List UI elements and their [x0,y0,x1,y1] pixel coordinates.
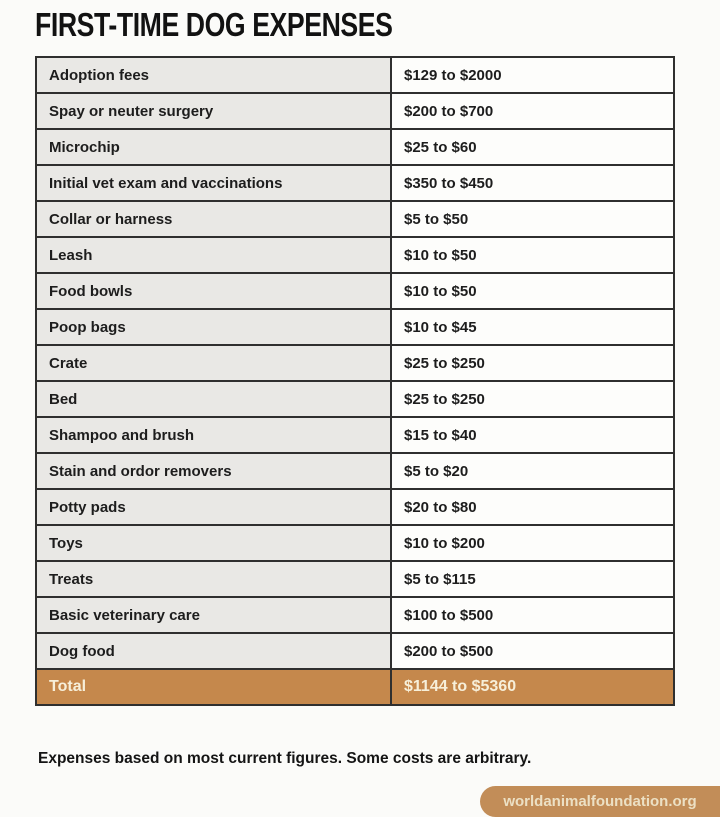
cost-cell: $5 to $50 [391,201,674,237]
cost-cell: $200 to $700 [391,93,674,129]
cost-cell: $25 to $250 [391,345,674,381]
cost-cell: $10 to $45 [391,309,674,345]
cost-cell: $25 to $60 [391,129,674,165]
item-cell: Spay or neuter surgery [36,93,391,129]
item-cell: Shampoo and brush [36,417,391,453]
cost-cell: $5 to $115 [391,561,674,597]
cost-cell: $15 to $40 [391,417,674,453]
page-title: FIRST-TIME DOG EXPENSES [35,6,393,44]
table-row [36,309,674,345]
table-row [36,129,674,165]
cost-cell: $10 to $50 [391,273,674,309]
cost-cell: $10 to $50 [391,237,674,273]
item-cell: Leash [36,237,391,273]
table-row [36,561,674,597]
expenses-table-body [36,57,674,705]
item-cell: Potty pads [36,489,391,525]
table-row [36,417,674,453]
table-row [36,525,674,561]
cost-cell: $20 to $80 [391,489,674,525]
table-row [36,93,674,129]
item-cell: Crate [36,345,391,381]
cost-cell: $10 to $200 [391,525,674,561]
source-badge [480,786,720,817]
total-row [36,669,674,705]
cost-cell: $100 to $500 [391,597,674,633]
table-row [36,165,674,201]
cost-cell: $350 to $450 [391,165,674,201]
expenses-table [35,56,675,706]
item-cell: Adoption fees [36,57,391,93]
table-row [36,381,674,417]
total-cost-cell: $1144 to $5360 [391,669,674,705]
item-cell: Collar or harness [36,201,391,237]
table-row [36,453,674,489]
item-cell: Microchip [36,129,391,165]
table-row [36,57,674,93]
item-cell: Bed [36,381,391,417]
table-row [36,597,674,633]
item-cell: Treats [36,561,391,597]
total-label-cell: Total [36,669,391,705]
cost-cell: $129 to $2000 [391,57,674,93]
item-cell: Basic veterinary care [36,597,391,633]
source-badge-label: worldanimalfoundation.org [503,793,697,810]
table-row [36,489,674,525]
table-row [36,633,674,669]
cost-cell: $5 to $20 [391,453,674,489]
table-row [36,237,674,273]
item-cell: Poop bags [36,309,391,345]
cost-cell: $200 to $500 [391,633,674,669]
table-row [36,345,674,381]
table-row [36,201,674,237]
item-cell: Food bowls [36,273,391,309]
cost-cell: $25 to $250 [391,381,674,417]
item-cell: Dog food [36,633,391,669]
item-cell: Toys [36,525,391,561]
table-row [36,273,674,309]
footnote: Expenses based on most current figures. Some costs are arbitrary. [38,750,532,767]
item-cell: Stain and ordor removers [36,453,391,489]
item-cell: Initial vet exam and vaccinations [36,165,391,201]
